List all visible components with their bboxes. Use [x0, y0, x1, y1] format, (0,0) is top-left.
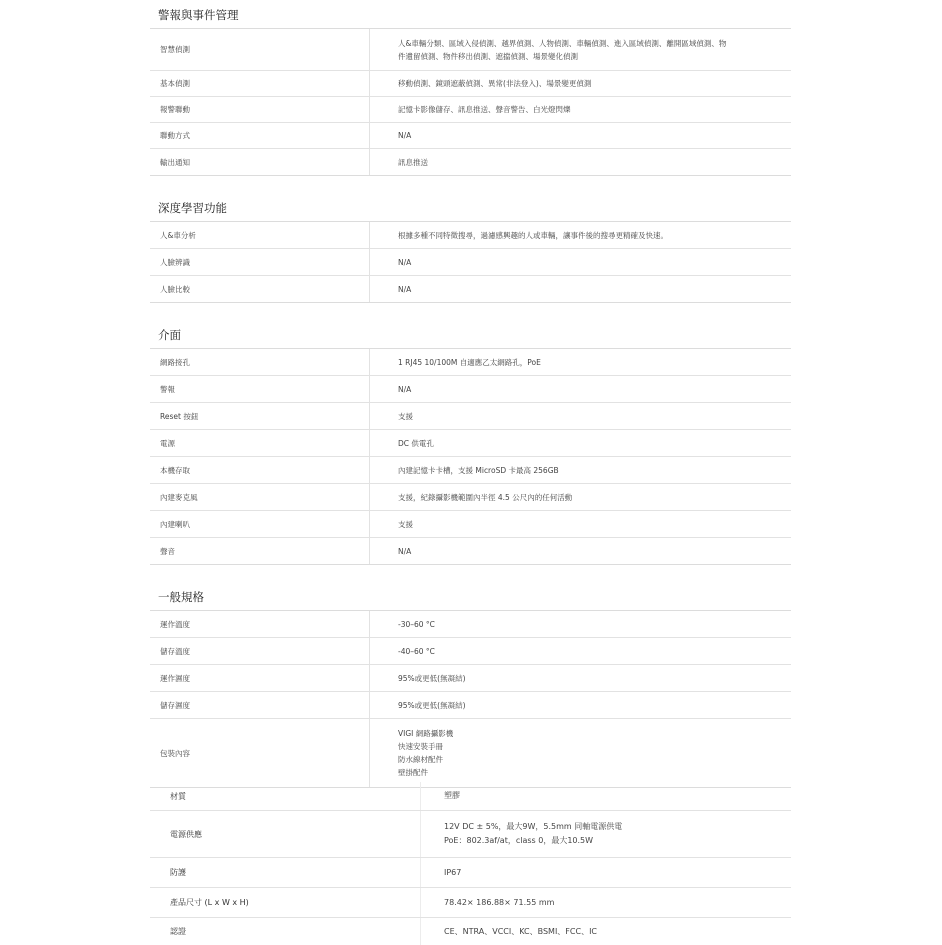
- row-value: 78.42× 186.88× 71.55 mm: [444, 897, 555, 907]
- table-row: [150, 638, 791, 665]
- section-gap: [150, 176, 791, 193]
- row-label: 網路接孔: [150, 349, 370, 375]
- table-row: [150, 918, 791, 945]
- table-row: [150, 611, 791, 638]
- table-row: [150, 222, 791, 249]
- row-label: 材質: [150, 782, 421, 810]
- row-value: 件遺留偵測、物件移出偵測、遮擋偵測、場景變化偵測: [398, 51, 578, 61]
- section-title: 警報與事件管理: [150, 0, 791, 29]
- table-row: [150, 858, 791, 888]
- row-value: -30–60 °C: [398, 619, 435, 629]
- section-interface: [150, 320, 791, 565]
- row-value: 記憶卡影像儲存、訊息推送、聲音警告、白光燈閃爍: [398, 105, 571, 114]
- row-label: 人&車分析: [150, 222, 370, 248]
- row-label: 基本偵測: [150, 71, 370, 96]
- row-value: 支援，紀錄攝影機範圍內半徑 4.5 公尺內的任何活動: [398, 492, 573, 502]
- table-row: [150, 484, 791, 511]
- row-value: N/A: [398, 384, 412, 394]
- spec-tables: [150, 0, 791, 788]
- table-row: [150, 811, 791, 858]
- row-value: N/A: [398, 257, 412, 267]
- row-label: 人臉辨識: [150, 249, 370, 275]
- row-value: 訊息推送: [398, 157, 428, 167]
- table-row: [150, 457, 791, 484]
- row-value: IP67: [444, 867, 462, 877]
- table-row: [150, 376, 791, 403]
- section-gap: [150, 565, 791, 582]
- row-label: 內建麥克風: [150, 484, 370, 510]
- row-label: 聲音: [150, 538, 370, 564]
- row-label: 報警聯動: [150, 97, 370, 122]
- section-title: 介面: [150, 320, 791, 349]
- row-value: 內建記憶卡卡槽，支援 MicroSD 卡最高 256GB: [398, 465, 559, 475]
- table-row: [150, 782, 791, 811]
- section-gap: [150, 303, 791, 320]
- section-title: 一般規格: [150, 582, 791, 611]
- table-row: [150, 430, 791, 457]
- table-row: [150, 665, 791, 692]
- row-value: PoE：802.3af/at，class 0，最大10.5W: [444, 836, 594, 845]
- row-label: 包裝內容: [150, 719, 370, 787]
- row-label: 電源: [150, 430, 370, 456]
- table-row: [150, 349, 791, 376]
- row-label: 產品尺寸 (L x W x H): [150, 888, 421, 917]
- row-value: 12V DC ± 5%，最大9W，5.5mm 同軸電源供電: [444, 822, 623, 831]
- table-row: [150, 123, 791, 149]
- row-value: 塑膠: [444, 791, 460, 800]
- section-alarm-events: [150, 0, 791, 176]
- row-value: N/A: [398, 546, 412, 556]
- row-value: VIGI 網路攝影機: [398, 729, 454, 738]
- table-row: [150, 538, 791, 564]
- table-row: [150, 692, 791, 719]
- table-row: [150, 149, 791, 175]
- row-value: 防水線材配件: [398, 755, 443, 764]
- row-label: 內建喇叭: [150, 511, 370, 537]
- table-row: [150, 97, 791, 123]
- row-label: 運作濕度: [150, 665, 370, 691]
- table-row: [150, 29, 791, 71]
- table-row: [150, 249, 791, 276]
- table-row: [150, 276, 791, 302]
- row-value: 壁掛配件: [398, 768, 428, 777]
- row-label: 儲存溫度: [150, 638, 370, 664]
- row-value: N/A: [398, 131, 412, 140]
- row-label: 防護: [150, 858, 421, 887]
- row-value: N/A: [398, 284, 412, 294]
- row-value: 支援: [398, 519, 413, 529]
- row-label: 電源供應: [150, 811, 421, 857]
- row-label: 人臉比較: [150, 276, 370, 302]
- row-label: 輸出通知: [150, 149, 370, 175]
- table-row: [150, 888, 791, 918]
- row-value: 95%或更低(無凝結): [398, 673, 466, 683]
- row-label: 聯動方式: [150, 123, 370, 148]
- table-row: [150, 511, 791, 538]
- table-row: [150, 719, 791, 787]
- table-row: [150, 71, 791, 97]
- row-value: 95%或更低(無凝結): [398, 700, 466, 710]
- extra-spec-table: [150, 782, 791, 945]
- section-title: 深度學習功能: [150, 193, 791, 222]
- row-label: 認證: [150, 918, 421, 945]
- row-value: CE、NTRA、VCCI、KC、BSMI、FCC、IC: [444, 926, 598, 936]
- row-label: 本機存取: [150, 457, 370, 483]
- row-label: 運作溫度: [150, 611, 370, 637]
- row-value: 人&車輛分類、區域入侵偵測、越界偵測、人物偵測、車輛偵測、進入區域偵測、離開區域偵測、物: [398, 38, 727, 48]
- row-label: 警報: [150, 376, 370, 402]
- row-label: 智慧偵測: [150, 29, 370, 70]
- row-value: 根據多種不同特徵搜尋，過濾感興趣的人或車輛，讓事件後的搜尋更精確及快速。: [398, 230, 668, 240]
- row-value: 1 RJ45 10/100M 自適應乙太網路孔，PoE: [398, 357, 541, 367]
- row-value: 支援: [398, 411, 413, 421]
- table-row: [150, 403, 791, 430]
- section-deep-learning: [150, 193, 791, 303]
- row-value: -40–60 °C: [398, 646, 435, 656]
- row-label: 儲存濕度: [150, 692, 370, 718]
- row-value: 移動偵測、鏡頭遮蔽偵測、異常(非法登入)、場景變更偵測: [398, 79, 592, 88]
- row-label: Reset 按鈕: [150, 403, 370, 429]
- row-value: 快速安裝手冊: [398, 742, 443, 751]
- section-general-specs: [150, 582, 791, 788]
- row-value: DC 供電孔: [398, 438, 434, 448]
